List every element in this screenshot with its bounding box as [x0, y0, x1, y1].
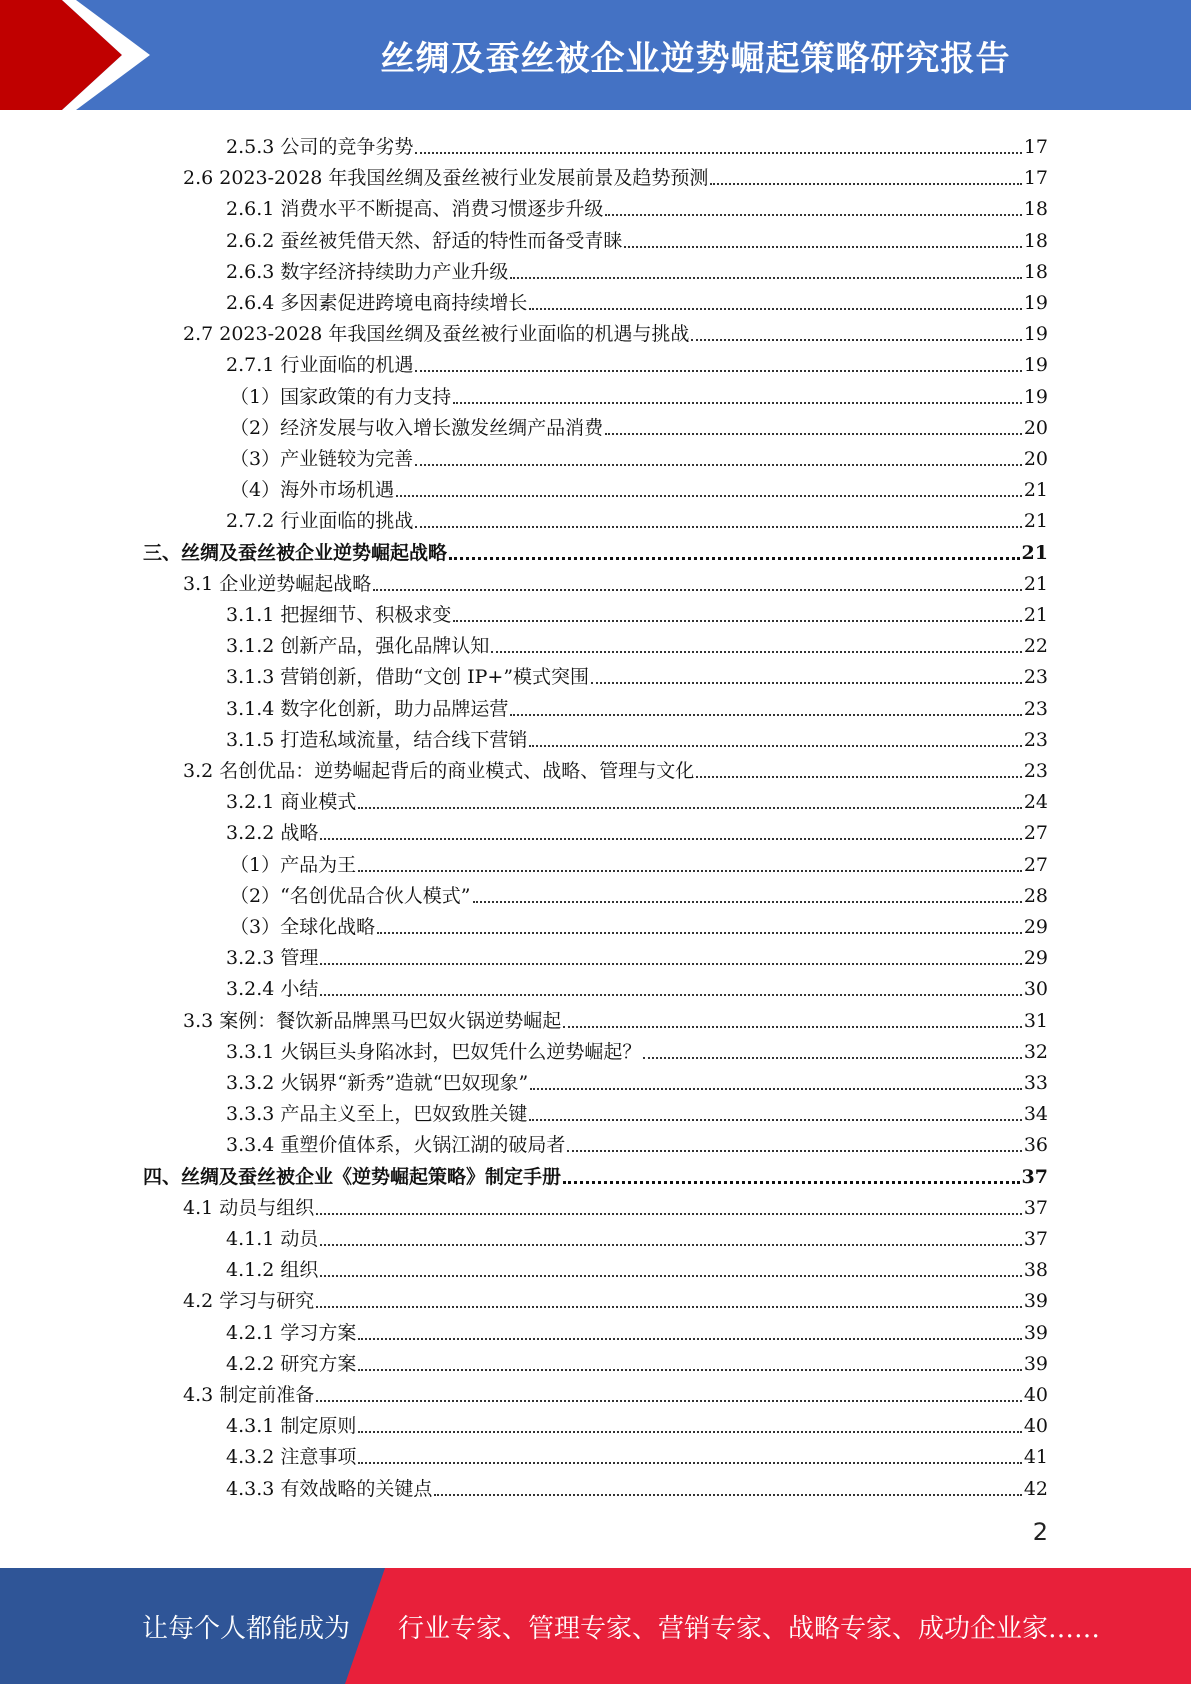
toc-entry-page: 18 [1023, 229, 1048, 252]
toc-dot-leader [415, 369, 1021, 372]
toc-entry-title: 3.1.1 把握细节、积极求变 [226, 604, 452, 626]
toc-entry[interactable] [230, 846, 1048, 877]
toc-entry[interactable] [226, 502, 1048, 533]
toc-entry-page: 19 [1023, 385, 1048, 408]
toc-entry-title: （1）国家政策的有力支持 [230, 385, 452, 408]
toc-entry-title: 2.5.3 公司的竞争劣势 [226, 136, 414, 158]
toc-dot-leader [415, 463, 1022, 466]
toc-dot-leader [396, 494, 1022, 497]
toc-dot-leader [563, 1025, 1022, 1028]
toc-entry[interactable] [226, 1407, 1048, 1438]
toc-entry-page: 21 [1021, 541, 1048, 564]
toc-entry-page: 21 [1023, 479, 1048, 502]
toc-entry-page: 18 [1023, 198, 1048, 221]
toc-entry[interactable] [226, 627, 1048, 658]
toc-entry[interactable] [226, 253, 1048, 284]
toc-entry[interactable] [230, 378, 1048, 409]
toc-entry-title: 3.3.3 产品主义至上，巴奴致胜关键 [226, 1103, 528, 1126]
toc-entry[interactable] [143, 1158, 1048, 1189]
toc-entry-title: （4）海外市场机遇 [230, 479, 395, 502]
toc-entry-page: 23 [1023, 697, 1048, 720]
toc-entry-title: 3.2.4 小结 [226, 978, 319, 1001]
toc-entry-page: 21 [1023, 572, 1048, 595]
toc-dot-leader [415, 151, 1021, 154]
toc-entry[interactable] [226, 814, 1048, 845]
toc-dot-leader [567, 1149, 1021, 1152]
toc-entry-title: （3）产业链较为完善 [230, 448, 414, 470]
toc-entry-page: 22 [1023, 635, 1048, 658]
toc-dot-leader [530, 1087, 1022, 1090]
toc-dot-leader [510, 276, 1021, 279]
toc-dot-leader [605, 213, 1021, 216]
toc-entry[interactable] [183, 1002, 1048, 1033]
toc-dot-leader [358, 1461, 1021, 1464]
toc-entry[interactable] [226, 128, 1048, 159]
toc-entry[interactable] [226, 1064, 1048, 1095]
toc-entry-title: 三、丝绸及蚕丝被企业逆势崛起战略 [143, 541, 448, 564]
toc-dot-leader [453, 401, 1022, 404]
toc-entry-title: （1）产品为王 [230, 853, 357, 876]
toc-entry-title: 4.2.1 学习方案 [226, 1321, 357, 1344]
toc-entry-title: 2.7 2023-2028 年我国丝绸及蚕丝被行业面临的机遇与挑战 [183, 323, 690, 346]
toc-dot-leader [449, 556, 1020, 560]
toc-dot-leader [529, 744, 1021, 747]
toc-entry[interactable] [226, 1314, 1048, 1345]
toc-dot-leader [316, 1212, 1022, 1215]
toc-entry[interactable] [226, 1251, 1048, 1282]
toc-entry[interactable] [226, 970, 1048, 1001]
toc-dot-leader [453, 619, 1021, 622]
toc-entry-page: 42 [1023, 1477, 1048, 1500]
toc-entry[interactable] [143, 534, 1048, 565]
toc-dot-leader [320, 993, 1021, 996]
toc-dot-leader [316, 1305, 1022, 1308]
toc-entry-page: 36 [1023, 1134, 1048, 1157]
toc-entry-title: （2）“名创优品合伙人模式” [230, 884, 471, 907]
toc-entry[interactable] [226, 721, 1048, 752]
toc-entry-page: 20 [1023, 416, 1048, 439]
toc-entry-page: 38 [1023, 1259, 1048, 1282]
toc-dot-leader [316, 1399, 1022, 1402]
toc-entry-title: 3.3.1 火锅巨头身陷冰封，巴奴凭什么逆势崛起？ [226, 1040, 642, 1063]
toc-entry-title: 3.1.3 营销创新，借助“文创 IP+”模式突围 [226, 666, 590, 689]
toc-entry-page: 21 [1023, 604, 1048, 626]
toc-entry-page: 23 [1023, 666, 1048, 689]
toc-entry-page: 27 [1023, 822, 1048, 845]
toc-entry-page: 18 [1023, 260, 1048, 283]
toc-entry-title: （2）经济发展与收入增长激发丝绸产品消费 [230, 416, 604, 439]
toc-entry-page: 29 [1023, 916, 1048, 938]
toc-entry[interactable] [183, 1282, 1048, 1313]
toc-entry-title: 3.1 企业逆势崛起战略 [183, 572, 372, 595]
toc-entry[interactable] [226, 1095, 1048, 1126]
toc-entry[interactable] [226, 1470, 1048, 1501]
toc-entry-title: 3.2 名创优品：逆势崛起背后的商业模式、战略、管理与文化 [183, 760, 695, 782]
toc-entry-title: 2.6 2023-2028 年我国丝绸及蚕丝被行业发展前景及趋势预测 [183, 167, 709, 190]
toc-entry[interactable] [226, 658, 1048, 689]
toc-entry-page: 28 [1023, 884, 1048, 907]
page-number: 2 [1032, 1518, 1048, 1546]
toc-entry-page: 20 [1023, 448, 1048, 470]
toc-entry-title: 3.1.5 打造私域流量，结合线下营销 [226, 728, 528, 751]
toc-dot-leader [529, 307, 1021, 310]
toc-entry[interactable] [226, 284, 1048, 315]
toc-entry-page: 39 [1023, 1290, 1048, 1313]
toc-entry-title: 3.3.2 火锅界“新秀”造就“巴奴现象” [226, 1072, 529, 1094]
toc-entry-title: 3.2.3 管理 [226, 947, 319, 970]
toc-dot-leader [529, 1118, 1021, 1121]
toc-dot-leader [358, 1430, 1021, 1433]
toc-entry-page: 27 [1023, 853, 1048, 876]
toc-dot-leader [624, 245, 1021, 248]
toc-dot-leader [696, 775, 1022, 778]
toc-entry-page: 19 [1023, 354, 1048, 377]
toc-entry-page: 31 [1023, 1009, 1048, 1032]
toc-entry-title: 4.1.1 动员 [226, 1228, 319, 1250]
toc-entry[interactable] [226, 1438, 1048, 1469]
toc-entry-title: 4.2.2 研究方案 [226, 1352, 357, 1375]
toc-entry[interactable] [226, 939, 1048, 970]
toc-entry[interactable] [230, 409, 1048, 440]
toc-dot-leader [434, 1493, 1021, 1496]
toc-dot-leader [510, 713, 1021, 716]
toc-entry-title: 四、丝绸及蚕丝被企业《逆势崛起策略》制定手册 [143, 1165, 562, 1188]
toc-entry-title: 3.3.4 重塑价值体系，火锅江湖的破局者 [226, 1134, 566, 1157]
toc-entry-page: 33 [1023, 1072, 1048, 1094]
toc-entry-page: 40 [1023, 1384, 1048, 1406]
toc-entry-title: 2.7.2 行业面临的挑战 [226, 510, 414, 533]
toc-entry-page: 19 [1023, 323, 1048, 346]
toc-entry-page: 30 [1023, 978, 1048, 1001]
toc-dot-leader [415, 525, 1021, 528]
toc-dot-leader [358, 1337, 1021, 1340]
toc-entry[interactable] [226, 783, 1048, 814]
toc-entry[interactable] [230, 877, 1048, 908]
toc-entry-page: 39 [1023, 1352, 1048, 1375]
toc-dot-leader [691, 338, 1021, 341]
toc-entry[interactable] [183, 159, 1048, 190]
toc-entry[interactable] [226, 690, 1048, 721]
toc-entry-title: 3.2.1 商业模式 [226, 791, 357, 814]
toc-dot-leader [710, 182, 1021, 185]
toc-entry[interactable] [230, 908, 1048, 939]
toc-entry-page: 32 [1023, 1040, 1048, 1063]
toc-entry-title: 4.1.2 组织 [226, 1259, 319, 1282]
toc-entry[interactable] [183, 752, 1048, 783]
toc-entry-page: 37 [1023, 1196, 1048, 1219]
toc-entry-page: 40 [1023, 1415, 1048, 1438]
toc-entry-title: 2.7.1 行业面临的机遇 [226, 354, 414, 377]
toc-entry-page: 34 [1023, 1103, 1048, 1126]
toc-entry[interactable] [226, 346, 1048, 377]
toc-entry-page: 23 [1023, 760, 1048, 782]
toc-entry-page: 37 [1021, 1165, 1048, 1188]
toc-entry[interactable] [226, 1345, 1048, 1376]
toc-entry-title: 2.6.3 数字经济持续助力产业升级 [226, 260, 509, 283]
toc-entry-title: 4.1 动员与组织 [183, 1196, 315, 1219]
toc-entry-title: （3）全球化战略 [230, 916, 376, 938]
toc-dot-leader [563, 1180, 1020, 1184]
footer-slogan-left: 让每个人都能成为 [142, 1613, 351, 1644]
toc-entry[interactable] [183, 565, 1048, 596]
toc-entry-page: 37 [1023, 1228, 1048, 1250]
toc-dot-leader [320, 1274, 1021, 1277]
toc-dot-leader [320, 1243, 1021, 1246]
toc-entry[interactable] [226, 222, 1048, 253]
footer-slogan-right: 行业专家、管理专家、营销专家、战略专家、成功企业家…… [398, 1613, 1101, 1644]
toc-entry-page: 23 [1023, 728, 1048, 751]
toc-dot-leader [358, 806, 1021, 809]
toc-entry-page: 41 [1023, 1446, 1048, 1469]
toc-dot-leader [377, 931, 1022, 934]
toc-entry-title: 3.2.2 战略 [226, 822, 319, 845]
toc-entry[interactable] [226, 1033, 1048, 1064]
toc-entry-title: 3.3 案例：餐饮新品牌黑马巴奴火锅逆势崛起 [183, 1009, 562, 1032]
toc-entry-title: 2.6.2 蚕丝被凭借天然、舒适的特性而备受青睐 [226, 229, 623, 252]
toc-dot-leader [591, 681, 1022, 684]
toc-entry-title: 4.3.3 有效战略的关键点 [226, 1477, 433, 1500]
toc-entry[interactable] [226, 1220, 1048, 1251]
toc-entry-page: 17 [1023, 167, 1048, 190]
toc-entry-page: 39 [1023, 1321, 1048, 1344]
toc-entry-title: 3.1.4 数字化创新，助力品牌运营 [226, 697, 509, 720]
toc-entry[interactable] [183, 1376, 1048, 1407]
toc-dot-leader [605, 432, 1022, 435]
page-header [0, 0, 1191, 110]
toc-dot-leader [473, 900, 1022, 903]
toc-entry[interactable] [226, 596, 1048, 627]
toc-entry[interactable] [226, 1126, 1048, 1157]
toc-entry-title: 2.6.4 多因素促进跨境电商持续增长 [226, 292, 528, 314]
toc-entry-page: 24 [1023, 791, 1048, 814]
header-title: 丝绸及蚕丝被企业逆势崛起策略研究报告 [380, 38, 1011, 79]
toc-dot-leader [358, 869, 1022, 872]
toc-entry-title: 4.2 学习与研究 [183, 1290, 315, 1313]
toc-dot-leader [373, 588, 1022, 591]
toc-entry-title: 4.3.1 制定原则 [226, 1415, 357, 1438]
toc-entry-page: 29 [1023, 947, 1048, 970]
toc-entry[interactable] [183, 1189, 1048, 1220]
toc-entry-page: 17 [1023, 136, 1048, 158]
toc-dot-leader [320, 837, 1021, 840]
toc-dot-leader [320, 962, 1021, 965]
toc-entry-title: 2.6.1 消费水平不断提高、消费习惯逐步升级 [226, 198, 604, 221]
toc-entry-page: 19 [1023, 292, 1048, 314]
toc-entry-title: 4.3 制定前准备 [183, 1384, 315, 1406]
toc-entry[interactable] [230, 440, 1048, 471]
toc-dot-leader [643, 1056, 1021, 1059]
toc-entry[interactable] [226, 190, 1048, 221]
toc-entry[interactable] [230, 471, 1048, 502]
page-footer [0, 1568, 1191, 1684]
toc-dot-leader [358, 1368, 1021, 1371]
toc-entry-page: 21 [1023, 510, 1048, 533]
toc-entry-title: 4.3.2 注意事项 [226, 1446, 357, 1469]
toc-entry-title: 3.1.2 创新产品，强化品牌认知 [226, 635, 490, 658]
toc-dot-leader [491, 650, 1021, 653]
toc-entry[interactable] [183, 315, 1048, 346]
